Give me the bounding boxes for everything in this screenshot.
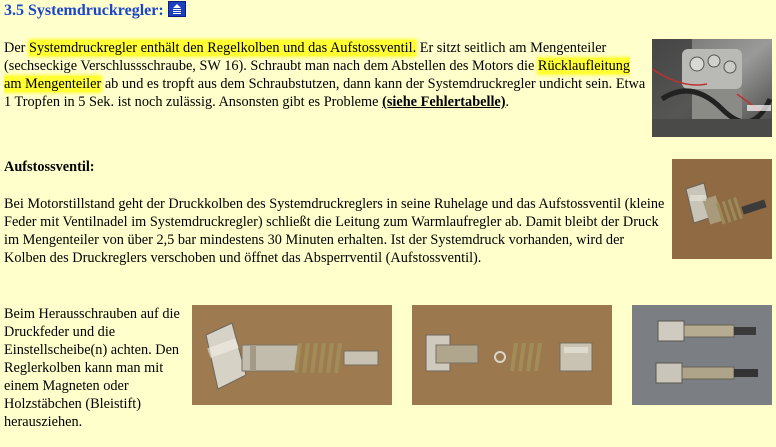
regulator-part-photo xyxy=(672,159,772,259)
intro-paragraph: Der Systemdruckregler enthält den Regelkolben und das Aufstossventil. Er sitzt seitlich am Mengenteiler (sechseckige Verschlussschraube, SW 16). Schraubt man nach dem Abstellen des Motors die Rücklaufleitung am Mengenteiler ab und es tropft aus dem Schraubstutzen, dann kann der Systemdruckregler undicht sein. Etwa 1 Tropfen in 5 Sek. ist noch zulässig. Ansonsten gibt es Probleme (siehe Fehlertabelle). xyxy=(4,40,646,110)
section-heading xyxy=(4,1,186,20)
disassembled-parts-photo xyxy=(412,305,612,405)
highlight-regulator: Systemdruckregler enthält den Regelkolben und das Aufstossventil. xyxy=(29,40,417,56)
two-regulators-photo xyxy=(632,305,772,405)
section-title: 3.5 Systemdruckregler: xyxy=(4,2,164,19)
highlight-return-line: Rücklaufleitung am Mengenteiler xyxy=(4,58,631,92)
check-valve-paragraph: Bei Motorstillstand geht der Druckkolben des Systemdruckreglers in seine Ruhelage und das Aufstossventil (kleine Feder mit Ventilnadel im Systemdruckregler) schließt die Leitung zum Warmlaufregler ab. Damit bleibt der Druck im Mengenteiler von über 2,5 bar mindestens 30 Minuten erhalten. Ist der Systemdruck vorhanden, wird der Kolben des Druckreglers verschoben und öffnet das Absperrventil (Aufstossventil). xyxy=(4,196,665,266)
engine-photo xyxy=(652,39,772,137)
removal-paragraph: Beim Herausschrauben auf die Druckfeder und die Einstellscheibe(n) achten. Den Reglerkolben kann man mit einem Magneten oder Holzstäbchen (Bleistift) herausziehen. xyxy=(4,306,180,430)
fault-table-link[interactable]: (siehe Fehlertabelle) xyxy=(382,94,506,110)
piston-spring-photo xyxy=(192,305,392,405)
subheading-check-valve: Aufstossventil: xyxy=(4,159,95,175)
up-arrow-icon[interactable] xyxy=(168,1,186,17)
